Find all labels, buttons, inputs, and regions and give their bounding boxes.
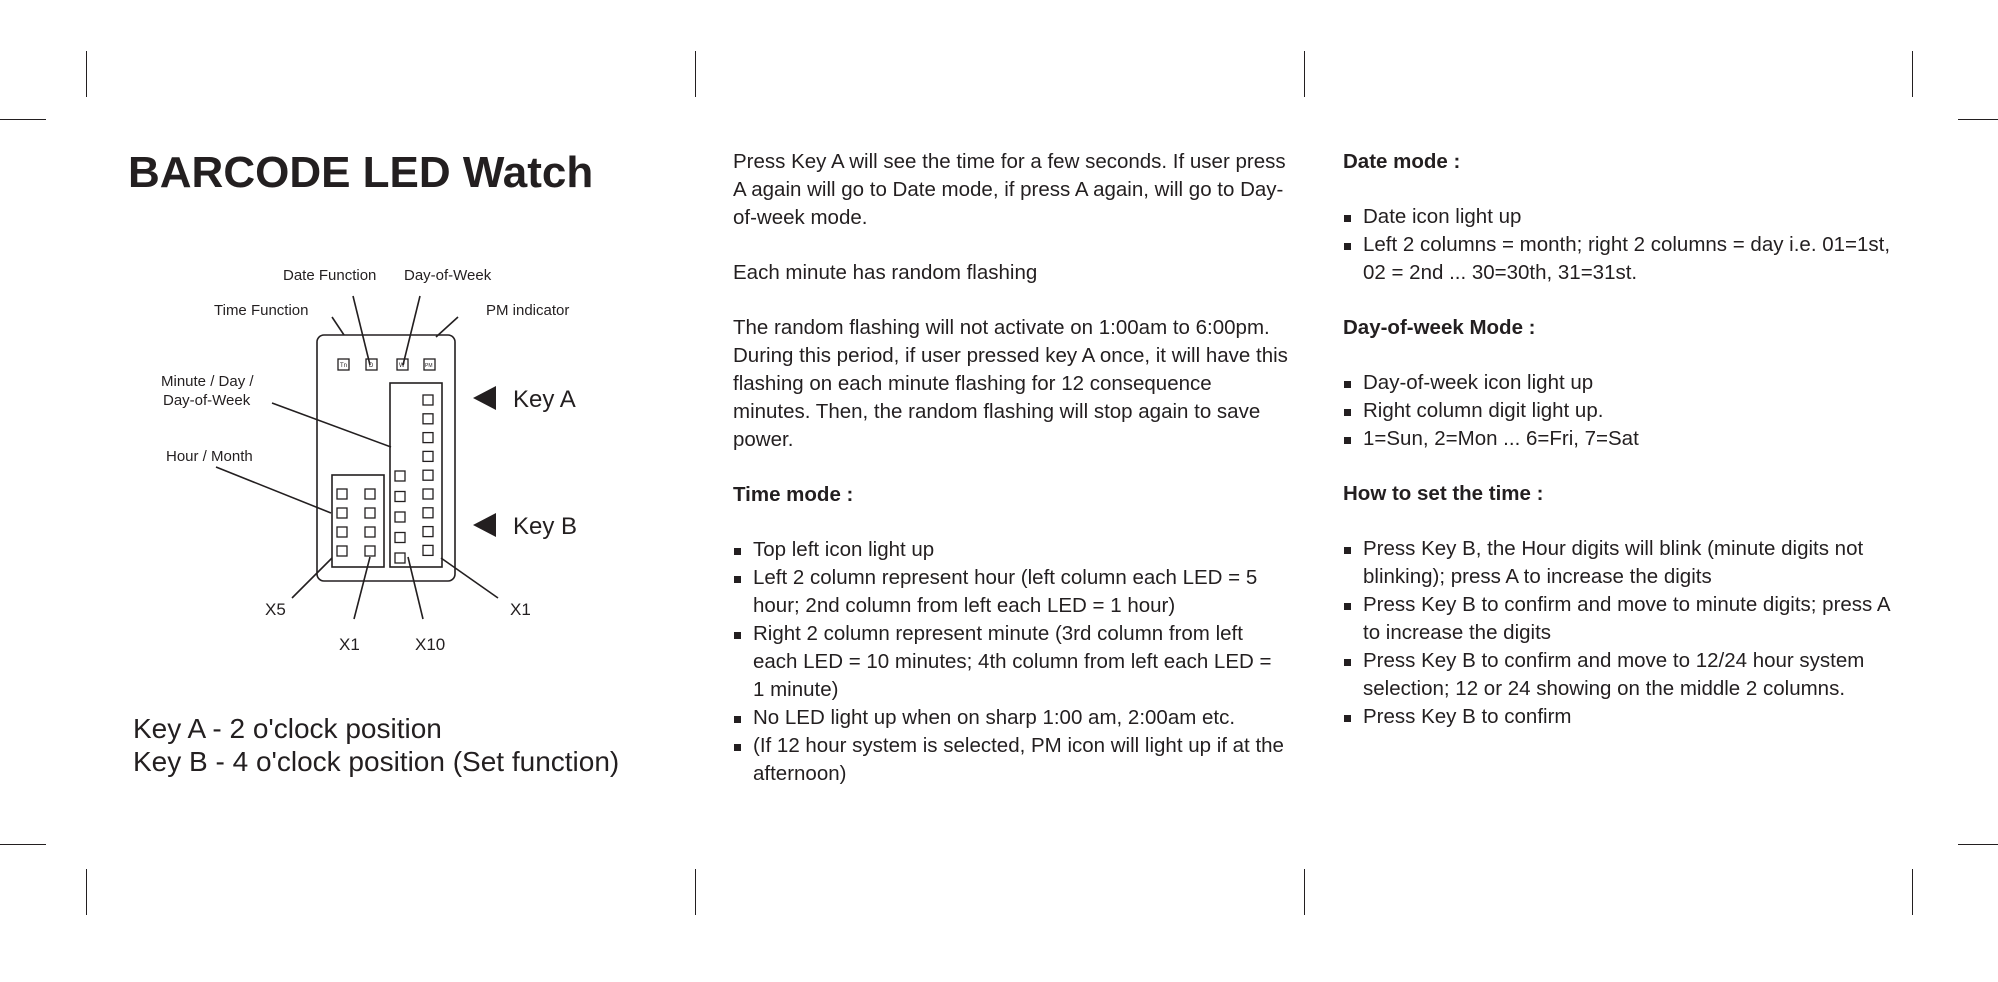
list-item: Left 2 columns = month; right 2 columns = day i.e. 01=1st, 02 = 2nd ... 30=30th, 31=31st. bbox=[1343, 231, 1903, 287]
list-item: Left 2 column represent hour (left column each LED = 5 hour; 2nd column from left each LED = 1 hour) bbox=[733, 564, 1288, 620]
label-x1-right: X1 bbox=[510, 600, 531, 619]
key-a-arrow-icon bbox=[473, 386, 496, 410]
led-square bbox=[337, 489, 347, 499]
label-x10: X10 bbox=[415, 635, 446, 654]
label-pm-indicator: PM indicator bbox=[486, 302, 570, 319]
key-b-note: Key B - 4 o'clock position (Set function) bbox=[133, 746, 620, 777]
list-item: Press Key B to confirm bbox=[1343, 703, 1903, 731]
set-time-list bbox=[1343, 535, 1903, 731]
label-x1-left: X1 bbox=[339, 635, 360, 654]
crop-mark bbox=[1912, 51, 1913, 97]
key-position-notes bbox=[133, 712, 619, 778]
led-square bbox=[365, 508, 375, 518]
crop-mark bbox=[1958, 119, 1998, 120]
list-item: Right 2 column represent minute (3rd column from left each LED = 10 minutes; 4th column from left each LED = 1 minute) bbox=[733, 620, 1288, 704]
icon-glyph: D bbox=[369, 363, 374, 369]
led-square bbox=[337, 546, 347, 556]
day-of-week-heading: Day-of-week Mode : bbox=[1343, 316, 1536, 339]
mode-icon-labels bbox=[340, 363, 433, 369]
led-square bbox=[337, 508, 347, 518]
crop-mark bbox=[1304, 869, 1305, 915]
crop-mark bbox=[86, 51, 87, 97]
label-date-function: Date Function bbox=[283, 267, 377, 284]
time-mode-heading: Time mode : bbox=[733, 483, 854, 506]
led-square bbox=[423, 545, 433, 555]
date-mode-heading: Date mode : bbox=[1343, 150, 1461, 173]
set-time-heading: How to set the time : bbox=[1343, 482, 1544, 505]
watch-body bbox=[317, 335, 455, 581]
list-item: Press Key B, the Hour digits will blink (minute digits not blinking); press A to increase the digits bbox=[1343, 535, 1903, 591]
label-day-of-week: Day-of-Week bbox=[404, 267, 492, 284]
list-item: Date icon light up bbox=[1343, 203, 1903, 231]
icon-glyph: W bbox=[399, 363, 405, 369]
list-item: 1=Sun, 2=Mon ... 6=Fri, 7=Sat bbox=[1343, 425, 1903, 453]
flashing-paragraph: Each minute has random flashing bbox=[733, 261, 1038, 284]
led-square bbox=[337, 527, 347, 537]
minute-panel bbox=[390, 383, 442, 567]
leader-time bbox=[342, 296, 353, 363]
list-item: Press Key B to confirm and move to 12/24 hour system selection; 12 or 24 showing on the middle 2 columns. bbox=[1343, 647, 1903, 703]
label-x5: X5 bbox=[265, 600, 286, 619]
led-square bbox=[423, 451, 433, 461]
intro-paragraph: Press Key A will see the time for a few seconds. If user press A again will go to Date mode, if press A again, will go to Day-of-week mode. bbox=[733, 150, 1286, 229]
crop-mark bbox=[1912, 869, 1913, 915]
list-item: Press Key B to confirm and move to minute digits; press A to increase the digits bbox=[1343, 591, 1903, 647]
led-square bbox=[423, 489, 433, 499]
label-hour-month: Hour / Month bbox=[166, 448, 253, 465]
leader-time-function bbox=[340, 317, 352, 337]
list-item: Top left icon light up bbox=[733, 536, 1288, 564]
led-square bbox=[365, 527, 375, 537]
crop-mark bbox=[1304, 51, 1305, 97]
crop-mark bbox=[695, 869, 696, 915]
led-square bbox=[395, 512, 405, 522]
column-operation bbox=[733, 148, 1288, 815]
mode-icons bbox=[338, 359, 435, 370]
page-title: BARCODE LED Watch bbox=[128, 148, 594, 197]
led-square bbox=[423, 414, 433, 424]
crop-mark bbox=[0, 844, 46, 845]
label-minute-day: Minute / Day / bbox=[161, 373, 254, 390]
time-mode-list bbox=[733, 536, 1288, 788]
led-square bbox=[395, 533, 405, 543]
day-of-week-list bbox=[1343, 369, 1903, 453]
list-item: (If 12 hour system is selected, PM icon will light up if at the afternoon) bbox=[733, 732, 1288, 788]
key-a-note: Key A - 2 o'clock position bbox=[133, 713, 442, 744]
label-key-b: Key B bbox=[513, 513, 578, 540]
list-item: No LED light up when on sharp 1:00 am, 2:00am etc. bbox=[733, 704, 1288, 732]
crop-mark bbox=[1958, 844, 1998, 845]
led-square bbox=[365, 546, 375, 556]
led-square bbox=[423, 508, 433, 518]
icon-glyph: Tn bbox=[340, 363, 348, 369]
led-square bbox=[423, 470, 433, 480]
watch-diagram-detail bbox=[140, 255, 600, 665]
led-square bbox=[423, 433, 433, 443]
label-key-a: Key A bbox=[513, 386, 576, 413]
led-square bbox=[395, 553, 405, 563]
led-square bbox=[423, 527, 433, 537]
crop-mark bbox=[695, 51, 696, 97]
led-square bbox=[395, 471, 405, 481]
led-grid bbox=[337, 395, 433, 563]
icon-glyph: PM bbox=[425, 363, 433, 369]
list-item: Day-of-week icon light up bbox=[1343, 369, 1903, 397]
label-day-of-week-2: Day-of-Week bbox=[163, 392, 251, 409]
date-mode-list bbox=[1343, 203, 1903, 287]
led-square bbox=[365, 489, 375, 499]
label-time-function: Time Function bbox=[214, 302, 309, 319]
crop-mark bbox=[86, 869, 87, 915]
led-square bbox=[395, 492, 405, 502]
crop-mark bbox=[0, 119, 46, 120]
key-b-arrow-icon bbox=[473, 513, 496, 537]
column-modes bbox=[1343, 148, 1903, 758]
list-item: Right column digit light up. bbox=[1343, 397, 1903, 425]
power-paragraph: The random flashing will not activate on 1:00am to 6:00pm. During this period, if user pressed key A once, it will have this flashing on each minute flashing for 12 consequence minutes. Then, the random flashing will stop again to save power. bbox=[733, 316, 1288, 451]
led-square bbox=[423, 395, 433, 405]
